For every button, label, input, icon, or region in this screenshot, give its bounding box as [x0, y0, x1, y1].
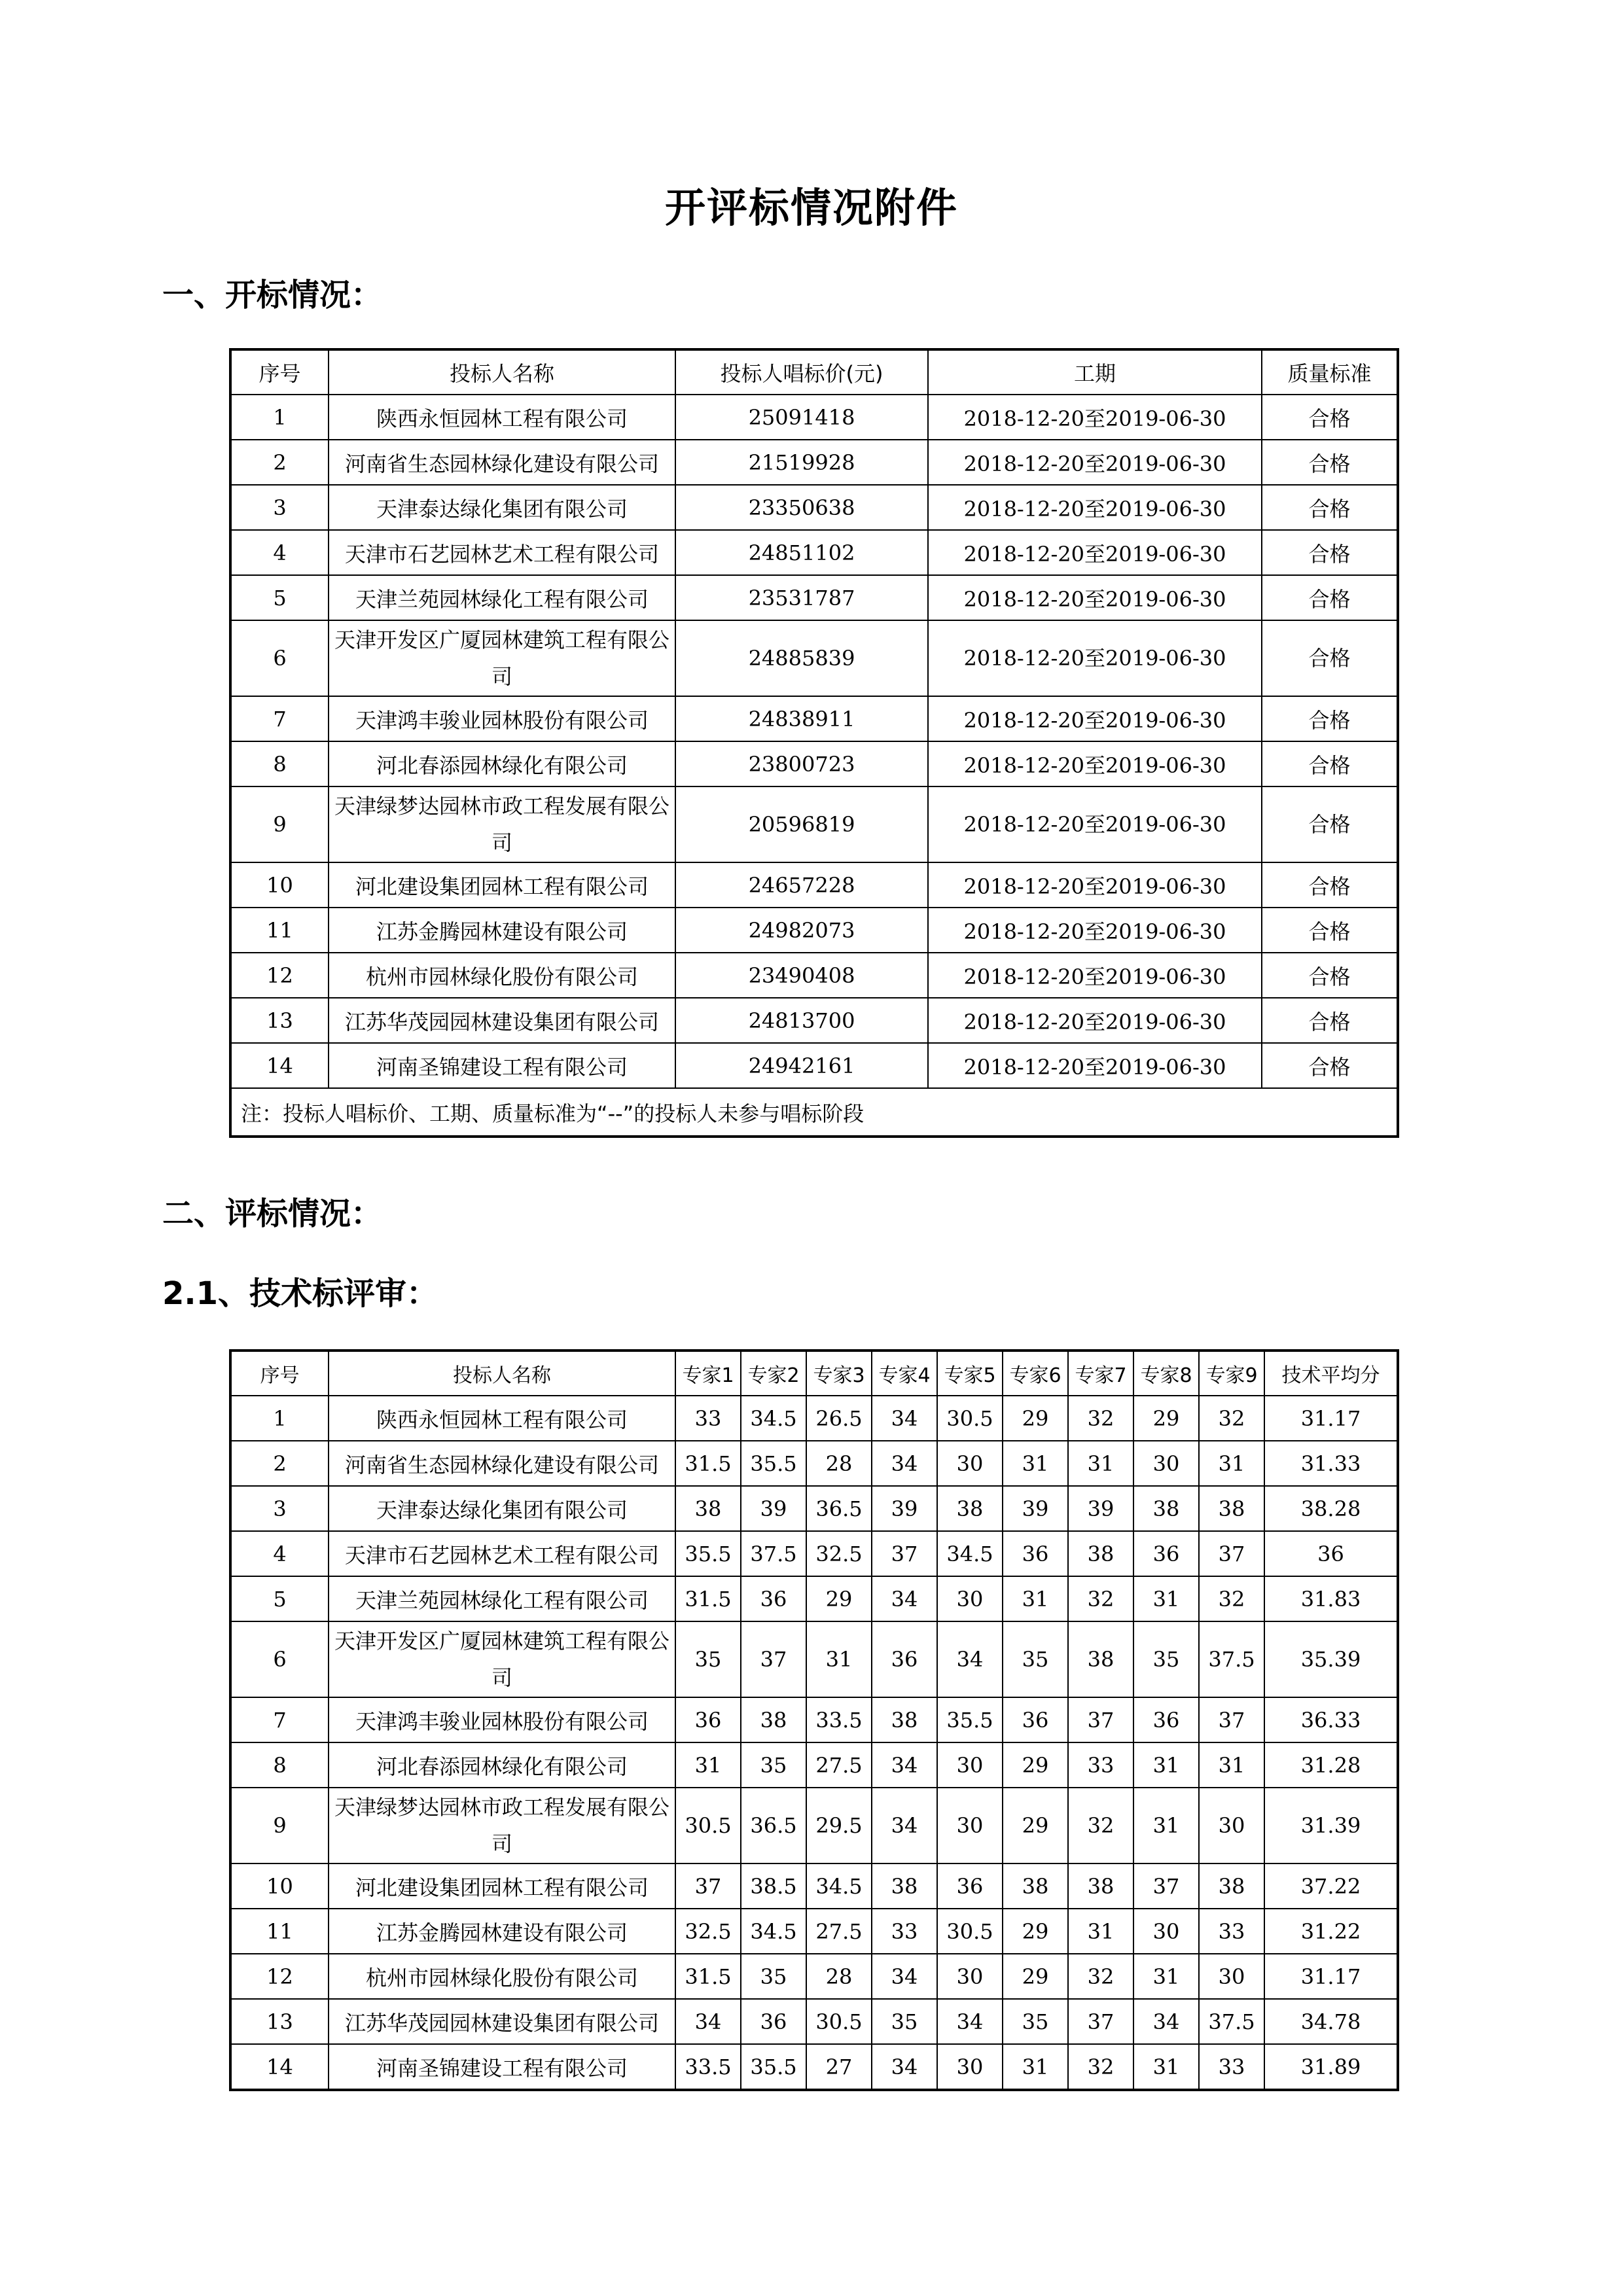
expert-score: 35.5 [675, 1531, 741, 1576]
construction-period: 2018-12-20至2019-06-30 [928, 485, 1262, 530]
expert-score: 36 [741, 1576, 806, 1621]
bidder-name: 河南圣锦建设工程有限公司 [329, 1043, 675, 1088]
expert-score: 37 [675, 1863, 741, 1909]
table-row [230, 1742, 1398, 1788]
expert-score: 30 [937, 1954, 1003, 1999]
expert-score: 35.5 [937, 1697, 1003, 1742]
section-heading-evaluation: 二、评标情况： [162, 1195, 383, 1232]
expert-score: 31 [1003, 1441, 1068, 1486]
expert-score: 33 [1068, 1742, 1133, 1788]
expert-score: 29 [1003, 1396, 1068, 1441]
expert-score: 31 [806, 1621, 872, 1697]
expert-score: 38 [675, 1486, 741, 1531]
expert-score: 30.5 [937, 1396, 1003, 1441]
table-note: 注：投标人唱标价、工期、质量标准为“--”的投标人未参与唱标阶段 [230, 1088, 1398, 1137]
expert-score: 34 [872, 2044, 937, 2090]
expert-score: 33 [1199, 2044, 1264, 2090]
expert-score: 31 [1133, 2044, 1199, 2090]
row-number: 4 [230, 530, 329, 575]
bid-price: 23490408 [675, 953, 928, 998]
expert-score: 30 [937, 2044, 1003, 2090]
expert-score: 35.5 [741, 1441, 806, 1486]
expert-score: 38 [741, 1697, 806, 1742]
quality-standard: 合格 [1262, 1043, 1398, 1088]
expert-score: 36 [675, 1697, 741, 1742]
expert-score: 29 [806, 1576, 872, 1621]
expert-score: 39 [741, 1486, 806, 1531]
column-header: 投标人名称 [329, 349, 675, 395]
construction-period: 2018-12-20至2019-06-30 [928, 908, 1262, 953]
expert-score: 34 [1133, 1999, 1199, 2044]
bidder-name: 天津开发区广厦园林建筑工程有限公司 [329, 1621, 675, 1697]
column-header: 专家8 [1133, 1351, 1199, 1396]
row-number: 3 [230, 485, 329, 530]
expert-score: 38 [1199, 1486, 1264, 1531]
bidder-name: 天津市石艺园林艺术工程有限公司 [329, 530, 675, 575]
row-number: 13 [230, 1999, 329, 2044]
expert-score: 35 [1003, 1999, 1068, 2044]
column-header: 专家9 [1199, 1351, 1264, 1396]
expert-score: 35 [1003, 1621, 1068, 1697]
bidder-name: 天津市石艺园林艺术工程有限公司 [329, 1531, 675, 1576]
expert-score: 34.5 [741, 1909, 806, 1954]
quality-standard: 合格 [1262, 485, 1398, 530]
expert-score: 34.5 [937, 1531, 1003, 1576]
table-row [230, 530, 1398, 575]
row-number: 9 [230, 786, 329, 862]
expert-score: 38 [1068, 1621, 1133, 1697]
quality-standard: 合格 [1262, 862, 1398, 908]
quality-standard: 合格 [1262, 395, 1398, 440]
tech-average-score: 31.83 [1264, 1576, 1398, 1621]
column-header: 投标人唱标价(元) [675, 349, 928, 395]
bidder-name: 杭州市园林绿化股份有限公司 [329, 953, 675, 998]
tech-average-score: 31.17 [1264, 1396, 1398, 1441]
bidder-name: 江苏华茂园园林建设集团有限公司 [329, 1999, 675, 2044]
row-number: 10 [230, 1863, 329, 1909]
expert-score: 34.5 [741, 1396, 806, 1441]
expert-score: 31 [1068, 1909, 1133, 1954]
bidder-name: 天津鸿丰骏业园林股份有限公司 [329, 1697, 675, 1742]
expert-score: 36 [741, 1999, 806, 2044]
expert-score: 32 [1199, 1396, 1264, 1441]
bid-price: 24838911 [675, 696, 928, 741]
table-row [230, 953, 1398, 998]
quality-standard: 合格 [1262, 741, 1398, 786]
table-row [230, 741, 1398, 786]
expert-score: 31 [1199, 1441, 1264, 1486]
table-row [230, 1863, 1398, 1909]
expert-score: 31 [1133, 1742, 1199, 1788]
row-number: 5 [230, 1576, 329, 1621]
expert-score: 32 [1068, 1788, 1133, 1863]
table-row [230, 1441, 1398, 1486]
expert-score: 31.5 [675, 1576, 741, 1621]
construction-period: 2018-12-20至2019-06-30 [928, 440, 1262, 485]
bidder-name: 河南圣锦建设工程有限公司 [329, 2044, 675, 2090]
expert-score: 37 [1199, 1531, 1264, 1576]
bidder-name: 河北建设集团园林工程有限公司 [329, 1863, 675, 1909]
expert-score: 36 [1003, 1697, 1068, 1742]
expert-score: 39 [872, 1486, 937, 1531]
row-number: 14 [230, 1043, 329, 1088]
bidder-name: 天津兰苑园林绿化工程有限公司 [329, 575, 675, 620]
table-row [230, 1396, 1398, 1441]
expert-score: 34 [872, 1396, 937, 1441]
expert-score: 31 [1133, 1576, 1199, 1621]
expert-score: 30.5 [675, 1788, 741, 1863]
row-number: 5 [230, 575, 329, 620]
expert-score: 29 [1003, 1788, 1068, 1863]
row-number: 11 [230, 908, 329, 953]
expert-score: 36 [1133, 1531, 1199, 1576]
column-header: 专家5 [937, 1351, 1003, 1396]
expert-score: 36 [1133, 1697, 1199, 1742]
construction-period: 2018-12-20至2019-06-30 [928, 395, 1262, 440]
table-row [230, 1576, 1398, 1621]
expert-score: 32.5 [806, 1531, 872, 1576]
expert-score: 35.5 [741, 2044, 806, 2090]
expert-score: 33 [872, 1909, 937, 1954]
bid-price: 24982073 [675, 908, 928, 953]
tech-average-score: 35.39 [1264, 1621, 1398, 1697]
expert-score: 35 [741, 1742, 806, 1788]
expert-score: 29 [1003, 1742, 1068, 1788]
construction-period: 2018-12-20至2019-06-30 [928, 1043, 1262, 1088]
expert-score: 37 [1068, 1697, 1133, 1742]
expert-score: 30.5 [806, 1999, 872, 2044]
tech-average-score: 36 [1264, 1531, 1398, 1576]
row-number: 3 [230, 1486, 329, 1531]
bidder-name: 天津兰苑园林绿化工程有限公司 [329, 1576, 675, 1621]
expert-score: 37 [1133, 1863, 1199, 1909]
column-header: 专家7 [1068, 1351, 1133, 1396]
row-number: 2 [230, 440, 329, 485]
bidder-name: 天津泰达绿化集团有限公司 [329, 485, 675, 530]
quality-standard: 合格 [1262, 998, 1398, 1043]
expert-score: 38 [1068, 1531, 1133, 1576]
expert-score: 37.5 [1199, 1621, 1264, 1697]
bidder-name: 江苏金腾园林建设有限公司 [329, 908, 675, 953]
tech-review-table [229, 1349, 1399, 2091]
bidder-name: 河北春添园林绿化有限公司 [329, 741, 675, 786]
row-number: 4 [230, 1531, 329, 1576]
row-number: 6 [230, 1621, 329, 1697]
bidder-name: 杭州市园林绿化股份有限公司 [329, 1954, 675, 1999]
table-row [230, 1999, 1398, 2044]
column-header: 专家1 [675, 1351, 741, 1396]
table-row [230, 620, 1398, 696]
expert-score: 27.5 [806, 1909, 872, 1954]
bidder-name: 河北春添园林绿化有限公司 [329, 1742, 675, 1788]
row-number: 10 [230, 862, 329, 908]
table-row [230, 1697, 1398, 1742]
expert-score: 30 [1199, 1788, 1264, 1863]
expert-score: 37 [1068, 1999, 1133, 2044]
expert-score: 36 [937, 1863, 1003, 1909]
table-header-row [230, 1351, 1398, 1396]
tech-average-score: 31.28 [1264, 1742, 1398, 1788]
table-row [230, 998, 1398, 1043]
tech-average-score: 31.17 [1264, 1954, 1398, 1999]
table-row [230, 1486, 1398, 1531]
bidder-name: 河南省生态园林绿化建设有限公司 [329, 1441, 675, 1486]
expert-score: 34 [872, 1954, 937, 1999]
construction-period: 2018-12-20至2019-06-30 [928, 575, 1262, 620]
table-row [230, 440, 1398, 485]
expert-score: 27.5 [806, 1742, 872, 1788]
row-number: 1 [230, 1396, 329, 1441]
expert-score: 30 [937, 1788, 1003, 1863]
expert-score: 33.5 [675, 2044, 741, 2090]
table-row [230, 2044, 1398, 2090]
table-row [230, 786, 1398, 862]
bid-price: 23350638 [675, 485, 928, 530]
quality-standard: 合格 [1262, 786, 1398, 862]
expert-score: 38 [872, 1863, 937, 1909]
expert-score: 29 [1133, 1396, 1199, 1441]
column-header: 专家3 [806, 1351, 872, 1396]
table-row [230, 862, 1398, 908]
expert-score: 31 [1068, 1441, 1133, 1486]
bid-price: 20596819 [675, 786, 928, 862]
expert-score: 30 [1133, 1909, 1199, 1954]
expert-score: 28 [806, 1954, 872, 1999]
expert-score: 38.5 [741, 1863, 806, 1909]
bidder-name: 天津绿梦达园林市政工程发展有限公司 [329, 1788, 675, 1863]
expert-score: 38 [937, 1486, 1003, 1531]
column-header: 序号 [230, 349, 329, 395]
table-row [230, 1043, 1398, 1088]
expert-score: 35 [872, 1999, 937, 2044]
bid-opening-table [229, 348, 1399, 1138]
row-number: 14 [230, 2044, 329, 2090]
expert-score: 33.5 [806, 1697, 872, 1742]
bidder-name: 河北建设集团园林工程有限公司 [329, 862, 675, 908]
column-header: 技术平均分 [1264, 1351, 1398, 1396]
row-number: 8 [230, 741, 329, 786]
expert-score: 36.5 [741, 1788, 806, 1863]
quality-standard: 合格 [1262, 953, 1398, 998]
bidder-name: 天津开发区广厦园林建筑工程有限公司 [329, 620, 675, 696]
expert-score: 32 [1068, 1954, 1133, 1999]
expert-score: 33 [1199, 1909, 1264, 1954]
expert-score: 38 [872, 1697, 937, 1742]
expert-score: 34 [872, 1742, 937, 1788]
bidder-name: 陕西永恒园林工程有限公司 [329, 395, 675, 440]
tech-average-score: 31.89 [1264, 2044, 1398, 2090]
row-number: 7 [230, 1697, 329, 1742]
tech-average-score: 34.78 [1264, 1999, 1398, 2044]
column-header: 专家2 [741, 1351, 806, 1396]
table-row [230, 485, 1398, 530]
row-number: 7 [230, 696, 329, 741]
expert-score: 37 [872, 1531, 937, 1576]
expert-score: 30 [937, 1576, 1003, 1621]
expert-score: 29.5 [806, 1788, 872, 1863]
expert-score: 32 [1199, 1576, 1264, 1621]
bid-price: 23800723 [675, 741, 928, 786]
construction-period: 2018-12-20至2019-06-30 [928, 953, 1262, 998]
section-heading-tech-review: 2.1、技术标评审： [162, 1275, 438, 1312]
note-row [230, 1088, 1398, 1137]
table-row [230, 1909, 1398, 1954]
expert-score: 34 [937, 1621, 1003, 1697]
expert-score: 31 [1133, 1954, 1199, 1999]
quality-standard: 合格 [1262, 696, 1398, 741]
bidder-name: 陕西永恒园林工程有限公司 [329, 1396, 675, 1441]
construction-period: 2018-12-20至2019-06-30 [928, 530, 1262, 575]
bidder-name: 河南省生态园林绿化建设有限公司 [329, 440, 675, 485]
expert-score: 32 [1068, 1396, 1133, 1441]
row-number: 1 [230, 395, 329, 440]
table-row [230, 1788, 1398, 1863]
expert-score: 35 [675, 1621, 741, 1697]
expert-score: 34 [872, 1576, 937, 1621]
expert-score: 31.5 [675, 1441, 741, 1486]
construction-period: 2018-12-20至2019-06-30 [928, 786, 1262, 862]
bid-price: 25091418 [675, 395, 928, 440]
expert-score: 31 [1133, 1788, 1199, 1863]
section-heading-bid-opening: 一、开标情况： [162, 277, 383, 313]
tech-average-score: 31.22 [1264, 1909, 1398, 1954]
quality-standard: 合格 [1262, 440, 1398, 485]
tech-average-score: 37.22 [1264, 1863, 1398, 1909]
expert-score: 30.5 [937, 1909, 1003, 1954]
expert-score: 35 [741, 1954, 806, 1999]
expert-score: 38 [1199, 1863, 1264, 1909]
expert-score: 34 [872, 1788, 937, 1863]
expert-score: 33 [675, 1396, 741, 1441]
construction-period: 2018-12-20至2019-06-30 [928, 696, 1262, 741]
expert-score: 36 [1003, 1531, 1068, 1576]
expert-score: 34 [872, 1441, 937, 1486]
column-header: 投标人名称 [329, 1351, 675, 1396]
column-header: 质量标准 [1262, 349, 1398, 395]
expert-score: 37 [1199, 1697, 1264, 1742]
expert-score: 30 [1199, 1954, 1264, 1999]
expert-score: 38 [1003, 1863, 1068, 1909]
row-number: 8 [230, 1742, 329, 1788]
bidder-name: 江苏金腾园林建设有限公司 [329, 1909, 675, 1954]
bid-price: 24885839 [675, 620, 928, 696]
quality-standard: 合格 [1262, 908, 1398, 953]
row-number: 12 [230, 953, 329, 998]
expert-score: 31.5 [675, 1954, 741, 1999]
expert-score: 31 [1003, 2044, 1068, 2090]
bidder-name: 天津绿梦达园林市政工程发展有限公司 [329, 786, 675, 862]
expert-score: 32 [1068, 1576, 1133, 1621]
row-number: 12 [230, 1954, 329, 1999]
expert-score: 38 [1068, 1863, 1133, 1909]
bid-price: 24851102 [675, 530, 928, 575]
expert-score: 30 [1133, 1441, 1199, 1486]
expert-score: 39 [1003, 1486, 1068, 1531]
expert-score: 36.5 [806, 1486, 872, 1531]
construction-period: 2018-12-20至2019-06-30 [928, 741, 1262, 786]
tech-average-score: 36.33 [1264, 1697, 1398, 1742]
page-title: 开评标情况附件 [664, 184, 958, 232]
table-row [230, 696, 1398, 741]
quality-standard: 合格 [1262, 620, 1398, 696]
expert-score: 31 [1003, 1576, 1068, 1621]
table-row [230, 1954, 1398, 1999]
expert-score: 30 [937, 1742, 1003, 1788]
bid-price: 21519928 [675, 440, 928, 485]
bid-price: 23531787 [675, 575, 928, 620]
expert-score: 28 [806, 1441, 872, 1486]
table-header-row [230, 349, 1398, 395]
expert-score: 38 [1133, 1486, 1199, 1531]
expert-score: 30 [937, 1441, 1003, 1486]
expert-score: 37.5 [1199, 1999, 1264, 2044]
construction-period: 2018-12-20至2019-06-30 [928, 620, 1262, 696]
construction-period: 2018-12-20至2019-06-30 [928, 998, 1262, 1043]
expert-score: 29 [1003, 1909, 1068, 1954]
expert-score: 31 [675, 1742, 741, 1788]
table-row [230, 575, 1398, 620]
expert-score: 32.5 [675, 1909, 741, 1954]
row-number: 2 [230, 1441, 329, 1486]
bid-price: 24942161 [675, 1043, 928, 1088]
expert-score: 26.5 [806, 1396, 872, 1441]
expert-score: 31 [1199, 1742, 1264, 1788]
table-row [230, 908, 1398, 953]
row-number: 6 [230, 620, 329, 696]
expert-score: 29 [1003, 1954, 1068, 1999]
expert-score: 37.5 [741, 1531, 806, 1576]
expert-score: 36 [872, 1621, 937, 1697]
expert-score: 27 [806, 2044, 872, 2090]
row-number: 9 [230, 1788, 329, 1863]
tech-average-score: 31.33 [1264, 1441, 1398, 1486]
quality-standard: 合格 [1262, 530, 1398, 575]
expert-score: 37 [741, 1621, 806, 1697]
row-number: 11 [230, 1909, 329, 1954]
column-header: 专家4 [872, 1351, 937, 1396]
expert-score: 35 [1133, 1621, 1199, 1697]
expert-score: 39 [1068, 1486, 1133, 1531]
expert-score: 34 [675, 1999, 741, 2044]
bidder-name: 天津泰达绿化集团有限公司 [329, 1486, 675, 1531]
expert-score: 34.5 [806, 1863, 872, 1909]
column-header: 序号 [230, 1351, 329, 1396]
column-header: 工期 [928, 349, 1262, 395]
tech-average-score: 38.28 [1264, 1486, 1398, 1531]
expert-score: 34 [937, 1999, 1003, 2044]
tech-average-score: 31.39 [1264, 1788, 1398, 1863]
construction-period: 2018-12-20至2019-06-30 [928, 862, 1262, 908]
bid-price: 24657228 [675, 862, 928, 908]
table-row [230, 395, 1398, 440]
row-number: 13 [230, 998, 329, 1043]
bidder-name: 江苏华茂园园林建设集团有限公司 [329, 998, 675, 1043]
bidder-name: 天津鸿丰骏业园林股份有限公司 [329, 696, 675, 741]
table-row [230, 1621, 1398, 1697]
column-header: 专家6 [1003, 1351, 1068, 1396]
expert-score: 32 [1068, 2044, 1133, 2090]
table-row [230, 1531, 1398, 1576]
quality-standard: 合格 [1262, 575, 1398, 620]
bid-price: 24813700 [675, 998, 928, 1043]
